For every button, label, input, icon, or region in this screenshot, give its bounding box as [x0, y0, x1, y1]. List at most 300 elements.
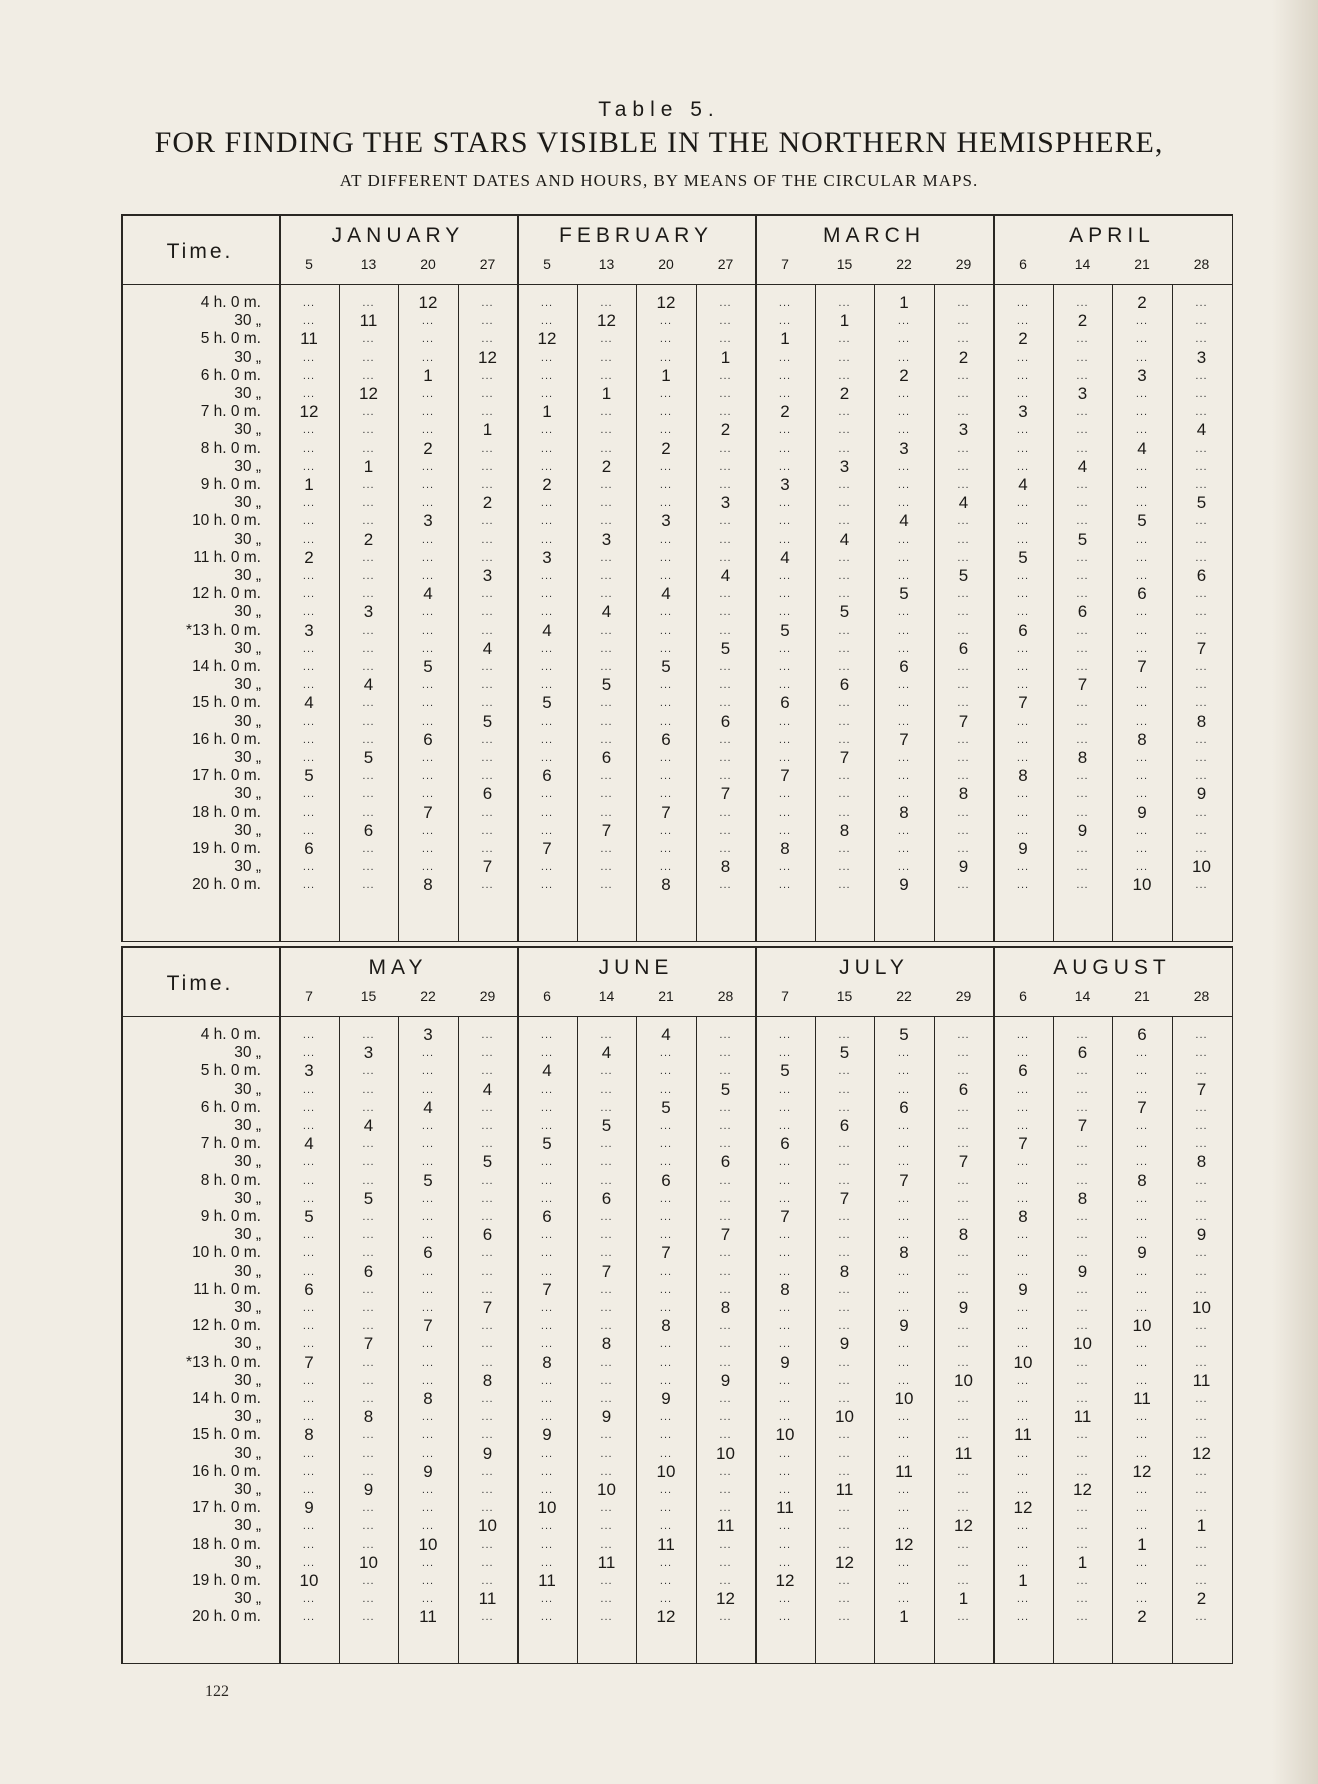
day-label: 7 [305, 988, 313, 1004]
time-row-label: 9 h. 0 m. [200, 476, 261, 493]
table-cell: ... [1135, 1429, 1149, 1442]
table-cell: ... [1076, 1065, 1089, 1078]
table-cell: ... [421, 1520, 435, 1533]
table-cell: ... [778, 1302, 792, 1314]
table-cell: ... [540, 1393, 554, 1405]
table-cell: 9 [1018, 839, 1028, 858]
table-cell: ... [719, 369, 732, 382]
table-cell: ... [957, 1211, 970, 1223]
table-cell: 1 [899, 293, 909, 312]
table-cell: 11 [657, 1534, 675, 1554]
table-cell: ... [421, 1065, 435, 1078]
table-cell: ... [1195, 679, 1208, 692]
table-cell: ... [897, 1192, 911, 1205]
table-cell: ... [957, 1356, 970, 1369]
table-cell: 11 [300, 329, 318, 349]
table-cell: 11 [597, 1552, 616, 1572]
table-cell: 2 [423, 438, 433, 458]
table-cell: ... [302, 460, 316, 473]
table-cell: ... [1195, 515, 1208, 528]
table-cell: ... [1135, 1575, 1149, 1587]
table-cell: ... [957, 1047, 970, 1060]
table-cell: 11 [359, 311, 378, 331]
table-cell: ... [421, 551, 435, 564]
table-cell: ... [362, 1247, 375, 1260]
table-cell: ... [838, 1247, 851, 1260]
time-column-header: Time. [166, 240, 234, 263]
table-cell: ... [1016, 497, 1030, 510]
table-cell: ... [421, 1229, 435, 1242]
table-cell: 5 [1137, 511, 1147, 531]
table-cell: 4 [1137, 438, 1147, 458]
table-cell: ... [600, 1283, 613, 1296]
table-cell: ... [1076, 788, 1089, 801]
table-cell: ... [897, 606, 911, 619]
table-cell: ... [1195, 406, 1208, 419]
table-cell: 9 [1137, 802, 1147, 822]
table-cell: ... [362, 1229, 375, 1242]
table-cell: ... [1016, 1302, 1030, 1314]
table-cell: ... [1135, 843, 1149, 855]
table-cell: ... [302, 1374, 316, 1387]
table-cell: ... [1016, 1101, 1030, 1114]
table-cell: ... [1076, 1538, 1089, 1551]
table-cell: ... [838, 1611, 851, 1624]
table-cell: ... [302, 1593, 316, 1606]
table-cell: ... [1076, 1029, 1089, 1041]
table-cell: ... [421, 1283, 435, 1296]
table-cell: 9 [899, 1316, 909, 1336]
table-cell: ... [957, 697, 970, 710]
table-cell: ... [1195, 388, 1208, 400]
table-cell: ... [659, 1575, 673, 1587]
table-cell: ... [1076, 1174, 1089, 1187]
table-cell: ... [1076, 661, 1089, 673]
table-cell: ... [1195, 661, 1208, 673]
time-row-label: 30 „ [234, 1517, 261, 1535]
table-cell: 1 [720, 347, 731, 367]
table-cell: ... [481, 697, 494, 710]
day-label: 13 [598, 256, 615, 272]
table-cell: ... [421, 315, 435, 328]
table-cell: ... [481, 1611, 494, 1624]
table-cell: ... [719, 1356, 732, 1369]
table-cell: 7 [482, 1298, 493, 1317]
table-cell: ... [1076, 770, 1089, 783]
table-cell: 11 [954, 1443, 973, 1463]
table-cell: ... [481, 479, 494, 491]
table-cell: ... [957, 1556, 970, 1569]
table-cell: ... [957, 442, 970, 455]
table-cell: ... [957, 1174, 970, 1187]
table-cell: 1 [601, 384, 612, 403]
page-number: 122 [205, 1683, 229, 1700]
table-cell: ... [1195, 1283, 1208, 1296]
table-cell: 10 [1192, 857, 1211, 877]
day-label: 29 [955, 256, 972, 272]
table-cell: 5 [899, 1025, 909, 1044]
table-bottom-rule [121, 941, 1233, 943]
table-cell: ... [719, 1101, 732, 1114]
table-cell: ... [1195, 824, 1208, 837]
table-cell: ... [1135, 333, 1149, 346]
table-cell: 2 [958, 347, 969, 367]
table-cell: 3 [661, 511, 671, 531]
table-cell: ... [302, 1484, 316, 1496]
table-cell: ... [957, 1320, 970, 1333]
table-cell: ... [600, 497, 613, 510]
table-cell: ... [1076, 588, 1089, 601]
table-cell: ... [421, 1429, 435, 1442]
table-cell: ... [302, 1265, 316, 1278]
table-cell: ... [421, 1593, 435, 1606]
table-cell: ... [481, 460, 494, 473]
time-row-label: 30 „ [234, 1481, 261, 1498]
table-cell: ... [659, 1211, 673, 1223]
table-cell: ... [957, 824, 970, 837]
table-cell: ... [659, 1502, 673, 1515]
table-cell: ... [481, 752, 494, 764]
time-row-label: 7 h. 0 m. [200, 1135, 261, 1153]
table-cell: ... [778, 806, 792, 819]
time-row-label: 30 „ [234, 1226, 261, 1244]
table-cell: 8 [304, 1425, 314, 1445]
table-cell: ... [540, 1611, 554, 1624]
table-cell: ... [897, 1502, 911, 1515]
table-right-rule [1232, 946, 1234, 1664]
table-cell: ... [540, 1411, 554, 1424]
table-cell: ... [362, 1029, 375, 1041]
table-cell: ... [540, 1484, 554, 1496]
table-cell: 10 [418, 1534, 438, 1554]
table-cell: ... [659, 788, 673, 801]
table-cell: ... [719, 1283, 732, 1296]
table-cell: ... [302, 1174, 316, 1187]
table-cell: ... [778, 1374, 792, 1387]
table-cell: 5 [304, 766, 314, 786]
table-cell: ... [659, 424, 673, 437]
table-cell: ... [897, 460, 911, 473]
time-row-label: 18 h. 0 m. [192, 803, 261, 821]
table-cell: ... [540, 442, 554, 455]
table-cell: 8 [899, 1243, 909, 1263]
table-cell: ... [1016, 1320, 1030, 1333]
table-cell: ... [897, 570, 911, 582]
table-cell: 11 [478, 1589, 497, 1609]
table-cell: 7 [423, 1316, 433, 1336]
time-row-label: 30 „ [234, 749, 261, 766]
table-cell: ... [481, 1338, 494, 1351]
table-cell: ... [302, 351, 316, 364]
table-cell: ... [1195, 460, 1208, 473]
table-cell: ... [838, 1575, 851, 1587]
table-cell: ... [1016, 1538, 1030, 1551]
table-cell: ... [421, 406, 435, 419]
table-cell: ... [302, 1120, 316, 1132]
table-cell: 7 [304, 1352, 314, 1372]
table-cell: ... [838, 588, 851, 601]
table-cell: ... [1195, 1138, 1208, 1151]
table-cell: 4 [1018, 475, 1028, 494]
table-cell: ... [838, 442, 851, 455]
table-cell: ... [600, 788, 613, 801]
table-cell: ... [1135, 1120, 1149, 1132]
table-cell: ... [600, 1083, 613, 1096]
table-cell: ... [600, 861, 613, 874]
table-cell: 7 [1018, 1134, 1028, 1154]
table-cell: ... [838, 642, 851, 655]
table-cell: ... [540, 297, 554, 309]
table-cell: ... [540, 1083, 554, 1096]
table-cell: ... [897, 1302, 911, 1314]
table-cell: ... [1195, 1484, 1208, 1496]
table-cell: ... [600, 333, 613, 346]
table-cell: ... [362, 642, 375, 655]
table-cell: ... [659, 1429, 673, 1442]
table-cell: ... [719, 297, 732, 309]
table-cell: ... [421, 697, 435, 710]
table-cell: ... [540, 1302, 554, 1314]
table-cell: ... [659, 1229, 673, 1242]
table-cell: ... [1135, 715, 1149, 728]
table-cell: 9 [482, 1443, 493, 1463]
table-cell: ... [302, 424, 316, 437]
table-cell: 4 [661, 1025, 671, 1044]
table-cell: ... [421, 624, 435, 637]
table-cell: ... [1135, 788, 1149, 801]
table-cell: ... [302, 824, 316, 837]
table-cell: ... [481, 1356, 494, 1369]
table-cell: ... [778, 661, 792, 673]
table-cell: ... [1135, 1447, 1149, 1460]
day-label: 22 [896, 988, 912, 1004]
table-cell: ... [540, 1338, 554, 1351]
table-cell: ... [540, 642, 554, 655]
table-cell: ... [302, 1229, 316, 1242]
table-cell: 10 [954, 1370, 973, 1390]
table-cell: ... [540, 515, 554, 528]
table-cell: ... [302, 642, 316, 655]
month-name: APRIL [1069, 224, 1155, 247]
table-cell: ... [719, 588, 732, 601]
table-cell: ... [719, 1065, 732, 1078]
table-cell: ... [957, 406, 970, 419]
table-cell: 5 [363, 1188, 374, 1208]
table-cell: 6 [839, 675, 850, 695]
table-cell: ... [1195, 1065, 1208, 1078]
table-cell: ... [1076, 1593, 1089, 1606]
table-cell: ... [481, 1556, 494, 1569]
page-title: FOR FINDING THE STARS VISIBLE IN THE NORTHERN HEMISPHERE, [154, 126, 1164, 159]
day-label: 14 [1074, 988, 1091, 1004]
table-cell: 9 [1196, 1225, 1207, 1245]
table-cell: ... [540, 1247, 554, 1260]
table-cell: ... [1135, 424, 1149, 437]
table-cell: 5 [720, 1079, 731, 1099]
table-cell: ... [838, 1447, 851, 1460]
star-table-jan-apr [121, 214, 1233, 942]
table-cell: 6 [601, 1188, 612, 1208]
table-cell: 10 [1132, 1316, 1152, 1336]
table-cell: 4 [423, 584, 433, 604]
time-row-label: 6 h. 0 m. [200, 1098, 261, 1116]
table-cell: ... [1076, 1320, 1089, 1333]
table-cell: ... [1016, 788, 1030, 801]
table-cell: ... [302, 442, 316, 455]
table-cell: ... [362, 1520, 375, 1533]
table-cell: ... [1135, 1138, 1149, 1151]
table-cell: ... [838, 788, 851, 801]
table-cell: ... [600, 1575, 613, 1587]
table-cell: ... [421, 497, 435, 510]
table-cell: ... [897, 533, 911, 546]
table-cell: ... [600, 588, 613, 601]
table-cell: 2 [1077, 311, 1088, 331]
table-cell: 4 [1077, 456, 1088, 476]
time-row-label: 20 h. 0 m. [192, 876, 261, 894]
table-cell: 7 [1077, 675, 1088, 695]
table-cell: ... [302, 1556, 316, 1569]
time-row-label: 5 h. 0 m. [200, 1062, 261, 1080]
table-cell: ... [362, 1065, 375, 1078]
table-cell: ... [302, 369, 316, 382]
table-cell: ... [719, 1192, 732, 1205]
table-cell: ... [600, 733, 613, 746]
table-cell: ... [957, 733, 970, 746]
table-cell: ... [957, 1611, 970, 1624]
table-cell: ... [659, 406, 673, 419]
table-cell: ... [957, 479, 970, 491]
time-row-label: 18 h. 0 m. [192, 1535, 261, 1553]
table-cell: 6 [601, 748, 612, 767]
table-cell: ... [897, 1374, 911, 1387]
table-cell: ... [897, 497, 911, 510]
table-cell: 4 [304, 1134, 314, 1154]
table-cell: ... [1016, 679, 1030, 692]
time-row-label: 14 h. 0 m. [192, 658, 261, 675]
table-cell: ... [1135, 1520, 1149, 1533]
table-cell: ... [600, 1029, 613, 1041]
time-row-label: 30 „ [234, 785, 261, 803]
table-cell: ... [1016, 1484, 1030, 1496]
table-cell: ... [838, 1429, 851, 1442]
day-label: 20 [658, 256, 674, 272]
table-cell: ... [897, 1575, 911, 1587]
table-cell: 5 [482, 1152, 493, 1172]
table-cell: ... [540, 715, 554, 728]
time-row-label: 5 h. 0 m. [200, 330, 261, 348]
table-cell: ... [540, 824, 554, 837]
table-cell: ... [778, 1447, 792, 1460]
table-cell: ... [1195, 1411, 1208, 1424]
header-rule [121, 1016, 1233, 1017]
time-row-label: 30 „ [234, 712, 261, 730]
table-cell: ... [1135, 1047, 1149, 1060]
table-cell: ... [1135, 1265, 1149, 1278]
table-cell: 11 [895, 1461, 913, 1481]
table-cell: ... [719, 770, 732, 783]
table-cell: 10 [775, 1425, 795, 1445]
table-cell: ... [719, 333, 732, 346]
table-cell: 3 [1137, 365, 1147, 385]
table-cell: ... [600, 1247, 613, 1260]
table-cell: ... [838, 297, 851, 309]
table-cell: ... [481, 1575, 494, 1587]
table-cell: 12 [299, 402, 319, 422]
table-cell: ... [778, 369, 792, 382]
table-cell: 2 [661, 438, 671, 458]
table-cell: ... [1195, 479, 1208, 491]
table-cell: 6 [720, 711, 731, 731]
table-cell: 5 [542, 693, 552, 713]
table-cell: ... [1076, 1465, 1089, 1478]
table-cell: ... [957, 1465, 970, 1478]
table-cell: ... [600, 1538, 613, 1551]
day-label: 13 [360, 256, 377, 272]
table-cell: ... [957, 1192, 970, 1205]
table-cell: ... [778, 788, 792, 801]
table-cell: ... [778, 824, 792, 837]
table-cell: ... [659, 824, 673, 837]
table-cell: ... [481, 624, 494, 637]
table-cell: ... [1016, 315, 1030, 328]
star-table-may-aug [121, 946, 1233, 1664]
table-cell: ... [719, 1138, 732, 1151]
table-cell: ... [362, 297, 375, 309]
table-cell: 8 [720, 857, 731, 877]
table-cell: 4 [780, 547, 790, 567]
table-cell: ... [600, 1065, 613, 1078]
table-cell: 12 [716, 1589, 735, 1609]
table-cell: ... [302, 661, 316, 673]
table-cell: ... [1076, 1247, 1089, 1260]
table-cell: ... [540, 1192, 554, 1205]
table-cell: ... [481, 679, 494, 692]
table-cell: ... [1016, 1593, 1030, 1606]
table-cell: ... [659, 570, 673, 582]
table-cell: 8 [482, 1370, 493, 1390]
day-label: 28 [1193, 988, 1210, 1004]
table-cell: ... [481, 1429, 494, 1442]
table-cell: 4 [899, 511, 909, 531]
time-row-label: 19 h. 0 m. [192, 1572, 261, 1589]
table-cell: 10 [894, 1389, 914, 1408]
table-cell: ... [362, 661, 375, 673]
table-cell: 7 [1196, 638, 1207, 658]
table-cell: ... [421, 861, 435, 874]
table-cell: 1 [1137, 1534, 1147, 1554]
table-cell: ... [421, 715, 435, 728]
table-cell: ... [481, 1192, 494, 1205]
table-cell: 2 [780, 402, 790, 422]
table-cell: ... [1016, 1338, 1030, 1351]
table-cell: ... [540, 588, 554, 601]
table-cell: ... [1135, 642, 1149, 655]
table-cell: ... [1016, 733, 1030, 746]
table-cell: ... [659, 333, 673, 346]
table-cell: ... [600, 1356, 613, 1369]
table-cell: 9 [958, 857, 969, 877]
table-cell: ... [1016, 606, 1030, 619]
day-label: 7 [781, 256, 789, 272]
time-row-label: 30 „ [234, 1299, 261, 1316]
table-cell: ... [719, 843, 732, 855]
table-cell: ... [302, 733, 316, 746]
table-cell: ... [778, 1556, 792, 1569]
table-cell: ... [838, 1101, 851, 1114]
table-cell: ... [838, 1065, 851, 1078]
table-cell: 11 [716, 1516, 735, 1536]
